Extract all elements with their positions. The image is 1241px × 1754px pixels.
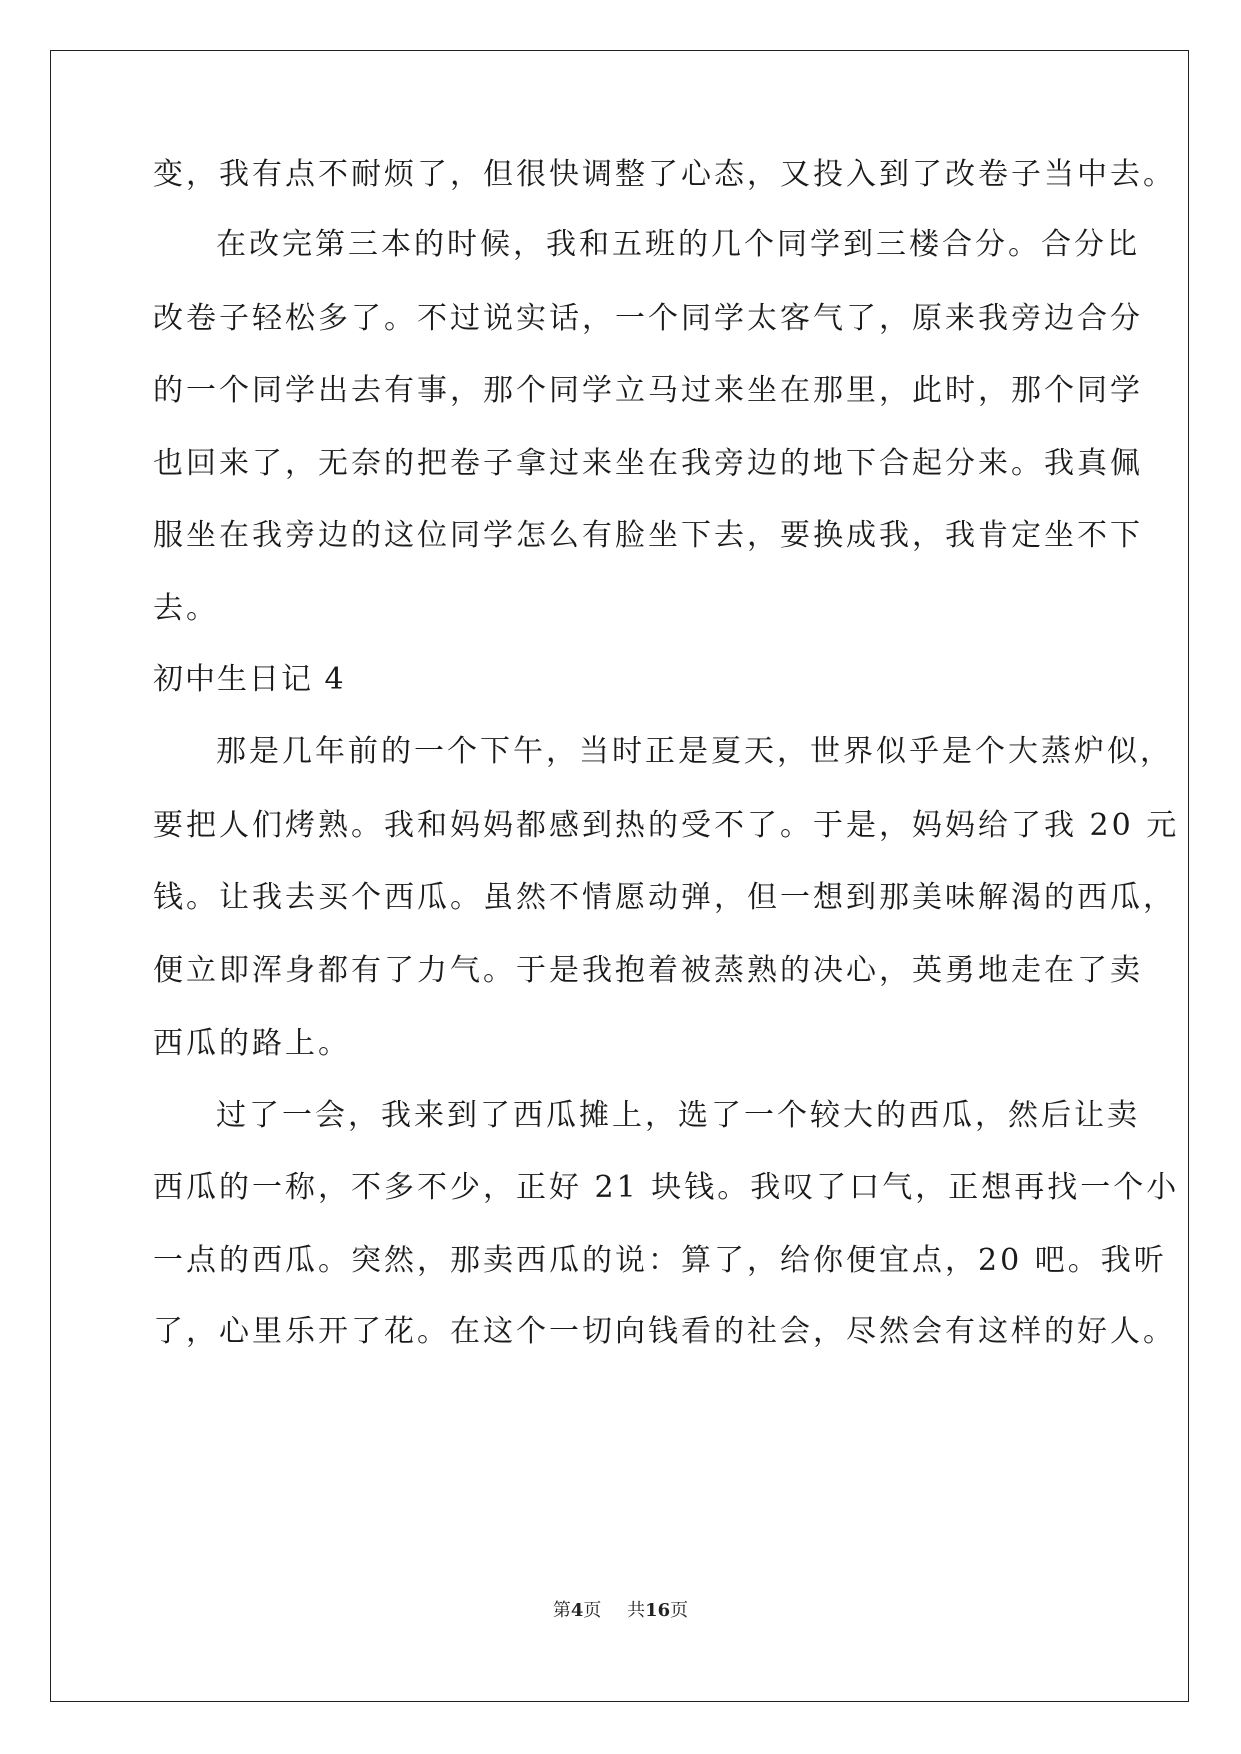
body-line: 的一个同学出去有事，那个同学立马过来坐在那里，此时，那个同学 [153, 373, 1143, 408]
body-line: 西瓜的一称，不多不少，正好 21 块钱。我叹了口气，正想再找一个小 [153, 1170, 1180, 1205]
page-border [50, 50, 1189, 1702]
body-line: 服坐在我旁边的这位同学怎么有脸坐下去，要换成我，我肯定坐不下 [153, 518, 1143, 553]
body-line: 要把人们烤熟。我和妈妈都感到热的受不了。于是，妈妈给了我 20 元 [153, 808, 1180, 843]
page-number-label: 第4页 [552, 1600, 602, 1621]
body-line: 一点的西瓜。突然，那卖西瓜的说：算了，给你便宜点，20 吧。我听 [153, 1243, 1167, 1278]
body-line: 去。 [153, 591, 219, 626]
body-line: 了，心里乐开了花。在这个一切向钱看的社会，尽然会有这样的好人。 [153, 1314, 1176, 1349]
paragraph-start-line: 那是几年前的一个下午，当时正是夏天，世界似乎是个大蒸炉似， [216, 734, 1173, 769]
body-line: 便立即浑身都有了力气。于是我抱着被蒸熟的决心，英勇地走在了卖 [153, 953, 1143, 988]
section-heading: 初中生日记 4 [153, 662, 346, 697]
body-line: 变，我有点不耐烦了，但很快调整了心态，又投入到了改卷子当中去。 [153, 157, 1176, 192]
page-number: 4 [570, 1600, 584, 1621]
body-line: 改卷子轻松多了。不过说实话，一个同学太客气了，原来我旁边合分 [153, 301, 1143, 336]
paragraph-start-line: 在改完第三本的时候，我和五班的几个同学到三楼合分。合分比 [216, 227, 1140, 262]
body-line: 西瓜的路上。 [153, 1026, 351, 1061]
body-line: 钱。让我去买个西瓜。虽然不情愿动弹，但一想到那美味解渴的西瓜， [153, 880, 1176, 915]
paragraph-start-line: 过了一会，我来到了西瓜摊上，选了一个较大的西瓜，然后让卖 [216, 1098, 1140, 1133]
page-footer [0, 1596, 1241, 1622]
body-line: 也回来了，无奈的把卷子拿过来坐在我旁边的地下合起分来。我真佩 [153, 446, 1143, 481]
total-pages-label: 共16页 [627, 1600, 689, 1621]
total-pages: 16 [645, 1600, 671, 1621]
